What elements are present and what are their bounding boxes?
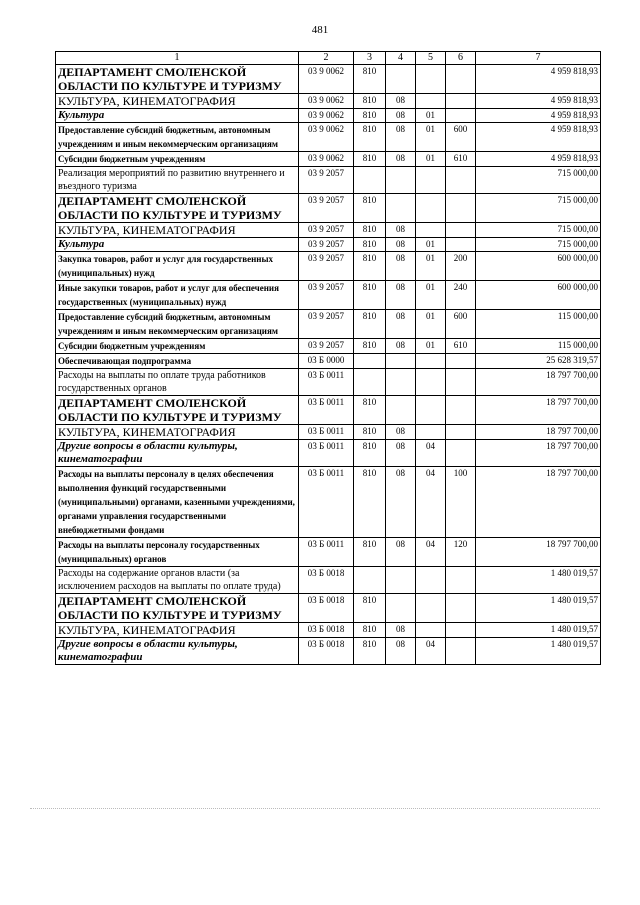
- expense-type-cell: 610: [446, 152, 476, 167]
- target-code-cell: 03 9 0062: [299, 65, 354, 94]
- amount-cell: 18 797 700,00: [476, 440, 601, 467]
- row-name-cell: Культура: [56, 238, 299, 252]
- section-code-cell: [386, 567, 416, 594]
- subsection-code-cell: 01: [416, 238, 446, 252]
- expense-type-cell: 240: [446, 281, 476, 310]
- row-name-cell: Расходы на выплаты по оплате труда работников государственных органов: [56, 369, 299, 396]
- section-code-cell: 08: [386, 425, 416, 440]
- amount-cell: 4 959 818,93: [476, 109, 601, 123]
- section-code-cell: 08: [386, 623, 416, 638]
- row-name-cell: ДЕПАРТАМЕНТ СМОЛЕНСКОЙ ОБЛАСТИ ПО КУЛЬТУРЕ И ТУРИЗМУ: [56, 194, 299, 223]
- section-code-cell: 08: [386, 467, 416, 538]
- amount-cell: 4 959 818,93: [476, 65, 601, 94]
- ministry-code-cell: 810: [354, 594, 386, 623]
- target-code-cell: 03 9 0062: [299, 94, 354, 109]
- expense-type-cell: 610: [446, 339, 476, 354]
- expense-type-cell: [446, 369, 476, 396]
- row-name-cell: Расходы на содержание органов власти (за исключением расходов на выплаты по оплате труда): [56, 567, 299, 594]
- target-code-cell: 03 Б 0018: [299, 594, 354, 623]
- table-row: [56, 396, 601, 425]
- table-row: [56, 252, 601, 281]
- table-row: [56, 354, 601, 369]
- target-code-cell: 03 9 2057: [299, 167, 354, 194]
- subsection-code-cell: 01: [416, 339, 446, 354]
- subsection-code-cell: [416, 223, 446, 238]
- table-row: [56, 223, 601, 238]
- target-code-cell: 03 9 2057: [299, 238, 354, 252]
- column-header: 2: [299, 52, 354, 65]
- section-code-cell: 08: [386, 310, 416, 339]
- amount-cell: 1 480 019,57: [476, 567, 601, 594]
- amount-cell: 115 000,00: [476, 310, 601, 339]
- subsection-code-cell: 04: [416, 467, 446, 538]
- expense-type-cell: [446, 194, 476, 223]
- ministry-code-cell: 810: [354, 467, 386, 538]
- target-code-cell: 03 Б 0011: [299, 538, 354, 567]
- expense-type-cell: [446, 425, 476, 440]
- target-code-cell: 03 Б 0011: [299, 425, 354, 440]
- subsection-code-cell: [416, 354, 446, 369]
- table-row: [56, 310, 601, 339]
- subsection-code-cell: 04: [416, 638, 446, 665]
- amount-cell: 18 797 700,00: [476, 538, 601, 567]
- table-row: [56, 467, 601, 538]
- section-code-cell: 08: [386, 123, 416, 152]
- expense-type-cell: [446, 354, 476, 369]
- row-name-cell: Иные закупки товаров, работ и услуг для обеспечения государственных (муниципальных) нужд: [56, 281, 299, 310]
- section-code-cell: [386, 594, 416, 623]
- budget-table: [55, 51, 601, 665]
- subsection-code-cell: [416, 65, 446, 94]
- expense-type-cell: [446, 238, 476, 252]
- subsection-code-cell: 01: [416, 109, 446, 123]
- section-code-cell: [386, 194, 416, 223]
- expense-type-cell: [446, 623, 476, 638]
- amount-cell: 18 797 700,00: [476, 467, 601, 538]
- section-code-cell: 08: [386, 152, 416, 167]
- amount-cell: 18 797 700,00: [476, 396, 601, 425]
- table-row: [56, 567, 601, 594]
- target-code-cell: 03 9 2057: [299, 252, 354, 281]
- subsection-code-cell: [416, 623, 446, 638]
- column-header: 1: [56, 52, 299, 65]
- target-code-cell: 03 Б 0011: [299, 396, 354, 425]
- expense-type-cell: [446, 396, 476, 425]
- section-code-cell: 08: [386, 638, 416, 665]
- ministry-code-cell: 810: [354, 440, 386, 467]
- ministry-code-cell: 810: [354, 252, 386, 281]
- subsection-code-cell: 04: [416, 440, 446, 467]
- row-name-cell: Расходы на выплаты персоналу государственных (муниципальных) органов: [56, 538, 299, 567]
- table-row: [56, 638, 601, 665]
- target-code-cell: 03 Б 0011: [299, 369, 354, 396]
- column-header: 4: [386, 52, 416, 65]
- scan-edge-line: [30, 808, 600, 809]
- expense-type-cell: [446, 594, 476, 623]
- subsection-code-cell: [416, 167, 446, 194]
- amount-cell: 4 959 818,93: [476, 94, 601, 109]
- page-number: 481: [311, 24, 329, 36]
- expense-type-cell: 600: [446, 310, 476, 339]
- row-name-cell: КУЛЬТУРА, КИНЕМАТОГРАФИЯ: [56, 425, 299, 440]
- row-name-cell: ДЕПАРТАМЕНТ СМОЛЕНСКОЙ ОБЛАСТИ ПО КУЛЬТУРЕ И ТУРИЗМУ: [56, 594, 299, 623]
- column-header: 7: [476, 52, 601, 65]
- table-row: [56, 538, 601, 567]
- section-code-cell: 08: [386, 223, 416, 238]
- amount-cell: 715 000,00: [476, 167, 601, 194]
- ministry-code-cell: 810: [354, 65, 386, 94]
- section-code-cell: 08: [386, 339, 416, 354]
- table-row: [56, 194, 601, 223]
- section-code-cell: 08: [386, 109, 416, 123]
- expense-type-cell: 100: [446, 467, 476, 538]
- subsection-code-cell: 01: [416, 252, 446, 281]
- expense-type-cell: [446, 65, 476, 94]
- target-code-cell: 03 Б 0018: [299, 567, 354, 594]
- ministry-code-cell: 810: [354, 238, 386, 252]
- section-code-cell: 08: [386, 538, 416, 567]
- ministry-code-cell: 810: [354, 123, 386, 152]
- table-row: [56, 339, 601, 354]
- expense-type-cell: 200: [446, 252, 476, 281]
- subsection-code-cell: 01: [416, 310, 446, 339]
- target-code-cell: 03 Б 0000: [299, 354, 354, 369]
- subsection-code-cell: [416, 94, 446, 109]
- table-row: [56, 238, 601, 252]
- subsection-code-cell: 04: [416, 538, 446, 567]
- subsection-code-cell: [416, 425, 446, 440]
- column-header: 3: [354, 52, 386, 65]
- target-code-cell: 03 9 2057: [299, 223, 354, 238]
- row-name-cell: Закупка товаров, работ и услуг для государственных (муниципальных) нужд: [56, 252, 299, 281]
- amount-cell: 1 480 019,57: [476, 638, 601, 665]
- table-row: [56, 369, 601, 396]
- row-name-cell: Субсидии бюджетным учреждениям: [56, 339, 299, 354]
- amount-cell: 1 480 019,57: [476, 623, 601, 638]
- section-code-cell: [386, 167, 416, 194]
- row-name-cell: Обеспечивающая подпрограмма: [56, 354, 299, 369]
- column-header: 6: [446, 52, 476, 65]
- target-code-cell: 03 9 2057: [299, 310, 354, 339]
- table-row: [56, 281, 601, 310]
- amount-cell: 18 797 700,00: [476, 369, 601, 396]
- expense-type-cell: [446, 638, 476, 665]
- section-code-cell: 08: [386, 252, 416, 281]
- amount-cell: 600 000,00: [476, 252, 601, 281]
- table-row: [56, 623, 601, 638]
- target-code-cell: 03 9 2057: [299, 281, 354, 310]
- subsection-code-cell: [416, 567, 446, 594]
- table-row: [56, 152, 601, 167]
- section-code-cell: [386, 65, 416, 94]
- amount-cell: 4 959 818,93: [476, 152, 601, 167]
- expense-type-cell: [446, 109, 476, 123]
- subsection-code-cell: 01: [416, 123, 446, 152]
- ministry-code-cell: 810: [354, 194, 386, 223]
- subsection-code-cell: [416, 194, 446, 223]
- subsection-code-cell: [416, 369, 446, 396]
- table-row: [56, 123, 601, 152]
- target-code-cell: 03 Б 0018: [299, 638, 354, 665]
- table-row: [56, 94, 601, 109]
- ministry-code-cell: 810: [354, 638, 386, 665]
- section-code-cell: [386, 396, 416, 425]
- expense-type-cell: [446, 567, 476, 594]
- header-row: [56, 52, 601, 65]
- section-code-cell: [386, 369, 416, 396]
- subsection-code-cell: [416, 594, 446, 623]
- row-name-cell: Другие вопросы в области культуры, кинематографии: [56, 440, 299, 467]
- table-row: [56, 109, 601, 123]
- section-code-cell: 08: [386, 94, 416, 109]
- subsection-code-cell: 01: [416, 152, 446, 167]
- row-name-cell: ДЕПАРТАМЕНТ СМОЛЕНСКОЙ ОБЛАСТИ ПО КУЛЬТУРЕ И ТУРИЗМУ: [56, 396, 299, 425]
- amount-cell: 715 000,00: [476, 238, 601, 252]
- row-name-cell: Культура: [56, 109, 299, 123]
- section-code-cell: [386, 354, 416, 369]
- amount-cell: 600 000,00: [476, 281, 601, 310]
- target-code-cell: 03 9 0062: [299, 152, 354, 167]
- row-name-cell: КУЛЬТУРА, КИНЕМАТОГРАФИЯ: [56, 94, 299, 109]
- expense-type-cell: [446, 223, 476, 238]
- ministry-code-cell: [354, 567, 386, 594]
- expense-type-cell: 600: [446, 123, 476, 152]
- ministry-code-cell: 810: [354, 310, 386, 339]
- column-header: 5: [416, 52, 446, 65]
- expense-type-cell: [446, 167, 476, 194]
- row-name-cell: Предоставление субсидий бюджетным, автономным учреждениям и иным некоммерческим организациям: [56, 123, 299, 152]
- row-name-cell: Другие вопросы в области культуры, кинематографии: [56, 638, 299, 665]
- expense-type-cell: 120: [446, 538, 476, 567]
- section-code-cell: 08: [386, 238, 416, 252]
- ministry-code-cell: [354, 369, 386, 396]
- target-code-cell: 03 Б 0011: [299, 440, 354, 467]
- table-row: [56, 425, 601, 440]
- target-code-cell: 03 9 0062: [299, 109, 354, 123]
- expense-type-cell: [446, 440, 476, 467]
- ministry-code-cell: 810: [354, 94, 386, 109]
- ministry-code-cell: 810: [354, 152, 386, 167]
- amount-cell: 25 628 319,57: [476, 354, 601, 369]
- target-code-cell: 03 Б 0011: [299, 467, 354, 538]
- amount-cell: 715 000,00: [476, 223, 601, 238]
- subsection-code-cell: 01: [416, 281, 446, 310]
- row-name-cell: КУЛЬТУРА, КИНЕМАТОГРАФИЯ: [56, 223, 299, 238]
- ministry-code-cell: 810: [354, 396, 386, 425]
- ministry-code-cell: 810: [354, 281, 386, 310]
- amount-cell: 18 797 700,00: [476, 425, 601, 440]
- ministry-code-cell: 810: [354, 109, 386, 123]
- subsection-code-cell: [416, 396, 446, 425]
- ministry-code-cell: 810: [354, 623, 386, 638]
- ministry-code-cell: 810: [354, 425, 386, 440]
- section-code-cell: 08: [386, 281, 416, 310]
- ministry-code-cell: [354, 167, 386, 194]
- row-name-cell: Расходы на выплаты персоналу в целях обеспечения выполнения функций государственными (муниципальными) органами, казенными учреждениями, органами управления государственными внебюджетными фондами: [56, 467, 299, 538]
- section-code-cell: 08: [386, 440, 416, 467]
- target-code-cell: 03 9 2057: [299, 194, 354, 223]
- table-row: [56, 594, 601, 623]
- expense-type-cell: [446, 94, 476, 109]
- row-name-cell: ДЕПАРТАМЕНТ СМОЛЕНСКОЙ ОБЛАСТИ ПО КУЛЬТУРЕ И ТУРИЗМУ: [56, 65, 299, 94]
- target-code-cell: 03 9 0062: [299, 123, 354, 152]
- amount-cell: 715 000,00: [476, 194, 601, 223]
- table-row: [56, 167, 601, 194]
- row-name-cell: Субсидии бюджетным учреждениям: [56, 152, 299, 167]
- row-name-cell: КУЛЬТУРА, КИНЕМАТОГРАФИЯ: [56, 623, 299, 638]
- ministry-code-cell: [354, 354, 386, 369]
- table-row: [56, 65, 601, 94]
- row-name-cell: Реализация мероприятий по развитию внутреннего и въездного туризма: [56, 167, 299, 194]
- ministry-code-cell: 810: [354, 339, 386, 354]
- target-code-cell: 03 Б 0018: [299, 623, 354, 638]
- table-row: [56, 440, 601, 467]
- target-code-cell: 03 9 2057: [299, 339, 354, 354]
- amount-cell: 1 480 019,57: [476, 594, 601, 623]
- row-name-cell: Предоставление субсидий бюджетным, автономным учреждениям и иным некоммерческим организациям: [56, 310, 299, 339]
- amount-cell: 4 959 818,93: [476, 123, 601, 152]
- ministry-code-cell: 810: [354, 223, 386, 238]
- amount-cell: 115 000,00: [476, 339, 601, 354]
- ministry-code-cell: 810: [354, 538, 386, 567]
